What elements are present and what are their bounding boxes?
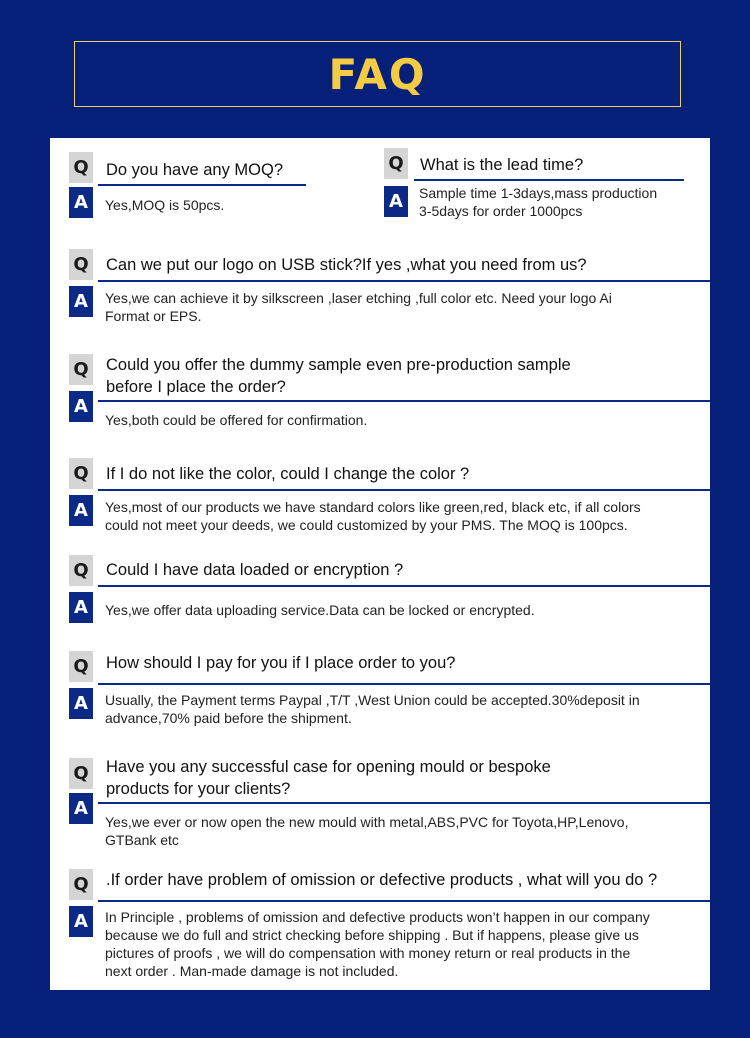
- question-badge: Q: [384, 148, 408, 179]
- question-badge: Q: [69, 458, 93, 489]
- question-underline: [98, 900, 710, 902]
- faq-answer-color: Yes,most of our products we have standard colors like green,red, black etc, if all colors could not meet your deeds, we could customized by your PMS. The MOQ is 100pcs.: [105, 499, 641, 533]
- faq-question-data-loaded: Could I have data loaded or encryption ?: [106, 561, 404, 579]
- faq-answer-logo: Yes,we can achieve it by silkscreen ,laser etching ,full color etc. Need your logo Ai Format or EPS.: [105, 290, 612, 324]
- faq-answer-dummy-sample: Yes,both could be offered for confirmation.: [105, 412, 368, 428]
- question-badge: Q: [69, 555, 93, 586]
- page-title: FAQ: [328, 49, 427, 99]
- question-badge: Q: [69, 354, 93, 385]
- question-underline: [98, 683, 710, 685]
- faq-question-payment: How should I pay for you if I place order to you?: [106, 654, 456, 672]
- question-underline: [98, 280, 710, 282]
- faq-question-logo: Can we put our logo on USB stick?If yes ,what you need from us?: [106, 256, 587, 274]
- question-badge: Q: [69, 869, 93, 900]
- answer-badge: A: [69, 286, 93, 317]
- faq-panel: [50, 138, 710, 990]
- faq-question-color: If I do not like the color, could I change the color ?: [106, 465, 470, 483]
- faq-header-box: [74, 41, 681, 107]
- faq-answer-lead-time: Sample time 1-3days,mass production 3-5days for order 1000pcs: [419, 185, 658, 219]
- question-underline: [98, 802, 710, 804]
- answer-badge: A: [69, 187, 93, 218]
- faq-question-mould: Have you any successful case for opening mould or bespoke products for your clients?: [106, 758, 551, 798]
- faq-question-dummy-sample: Could you offer the dummy sample even pre-production sample before I place the order?: [106, 356, 571, 396]
- question-badge: Q: [69, 249, 93, 280]
- question-badge: Q: [69, 152, 93, 183]
- faq-question-lead-time: What is the lead time?: [420, 156, 584, 174]
- faq-question-omission: .If order have problem of omission or defective products , what will you do ?: [106, 871, 658, 889]
- faq-answer-moq: Yes,MOQ is 50pcs.: [105, 197, 225, 213]
- answer-badge: A: [69, 793, 93, 824]
- question-underline: [98, 489, 710, 491]
- answer-badge: A: [384, 186, 408, 217]
- answer-badge: A: [69, 688, 93, 719]
- faq-answer-data-loaded: Yes,we offer data uploading service.Data can be locked or encrypted.: [105, 602, 535, 618]
- faq-answer-payment: Usually, the Payment terms Paypal ,T/T ,West Union could be accepted.30%deposit in advance,70% paid before the shipment.: [105, 692, 640, 726]
- question-underline: [414, 179, 684, 181]
- question-underline: [98, 400, 710, 402]
- question-underline: [98, 184, 306, 186]
- answer-badge: A: [69, 906, 93, 937]
- faq-question-moq: Do you have any MOQ?: [106, 161, 284, 179]
- faq-answer-omission: In Principle , problems of omission and defective products won’t happen in our company because we do full and strict checking before shipping . But if happens, please give us pictures of proofs , we will do compensation with money return or real products in the next order . Man-made damage is not included.: [105, 909, 650, 979]
- question-badge: Q: [69, 758, 93, 789]
- answer-badge: A: [69, 495, 93, 526]
- faq-answer-mould: Yes,we ever or now open the new mould with metal,ABS,PVC for Toyota,HP,Lenovo, GTBank etc: [105, 814, 629, 848]
- question-underline: [98, 585, 710, 587]
- answer-badge: A: [69, 391, 93, 422]
- question-badge: Q: [69, 651, 93, 682]
- answer-badge: A: [69, 592, 93, 623]
